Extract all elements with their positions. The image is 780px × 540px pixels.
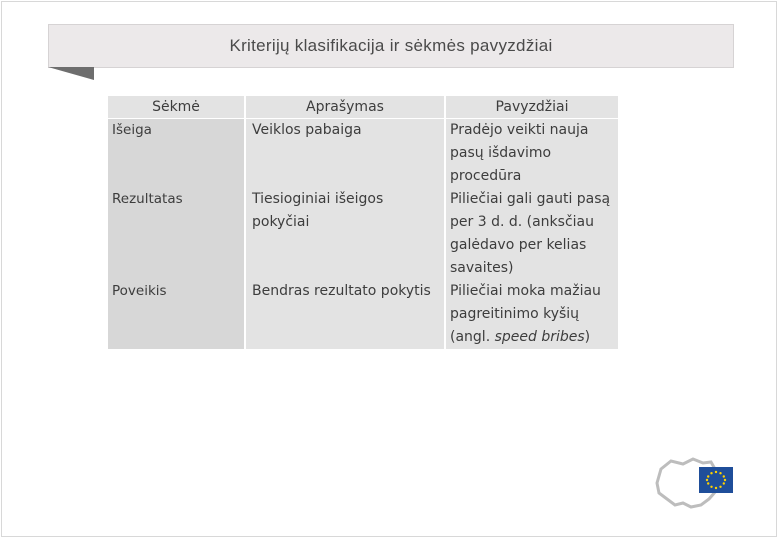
- table-header-row: [108, 96, 618, 119]
- lithuania-map-eu-flag-icon: [653, 455, 737, 511]
- table-row: [108, 119, 618, 189]
- description-cell: Bendras rezultato pokytis: [245, 280, 445, 349]
- example-text-suffix: ): [584, 329, 591, 345]
- header-description: Aprašymas: [245, 96, 445, 119]
- example-cell: Piliečiai gali gauti pasą per 3 d. d. (anksčiau galėdavo per kelias savaites): [445, 188, 618, 280]
- page-title: Kriterijų klasifikacija ir sėkmės pavyzdžiai: [229, 36, 553, 55]
- example-cell: [445, 280, 618, 349]
- title-tab-decoration: [48, 67, 94, 80]
- criterion-cell: Poveikis: [108, 280, 245, 349]
- header-success: Sėkmė: [108, 96, 245, 119]
- description-cell: Veiklos pabaiga: [245, 119, 445, 189]
- title-bar: [48, 24, 734, 68]
- criterion-cell: Išeiga: [108, 119, 245, 189]
- example-cell: Pradėjo veikti nauja pasų išdavimo procedūra: [445, 119, 618, 189]
- header-examples: Pavyzdžiai: [445, 96, 618, 119]
- example-text: Piliečiai moka mažiau pagreitinimo kyšių (angl.: [450, 283, 601, 345]
- table-row: [108, 188, 618, 280]
- criteria-table: [108, 96, 618, 349]
- description-cell: Tiesioginiai išeigos pokyčiai: [245, 188, 445, 280]
- example-italic-term: speed bribes: [494, 329, 585, 345]
- table-row: [108, 280, 618, 349]
- criterion-cell: Rezultatas: [108, 188, 245, 280]
